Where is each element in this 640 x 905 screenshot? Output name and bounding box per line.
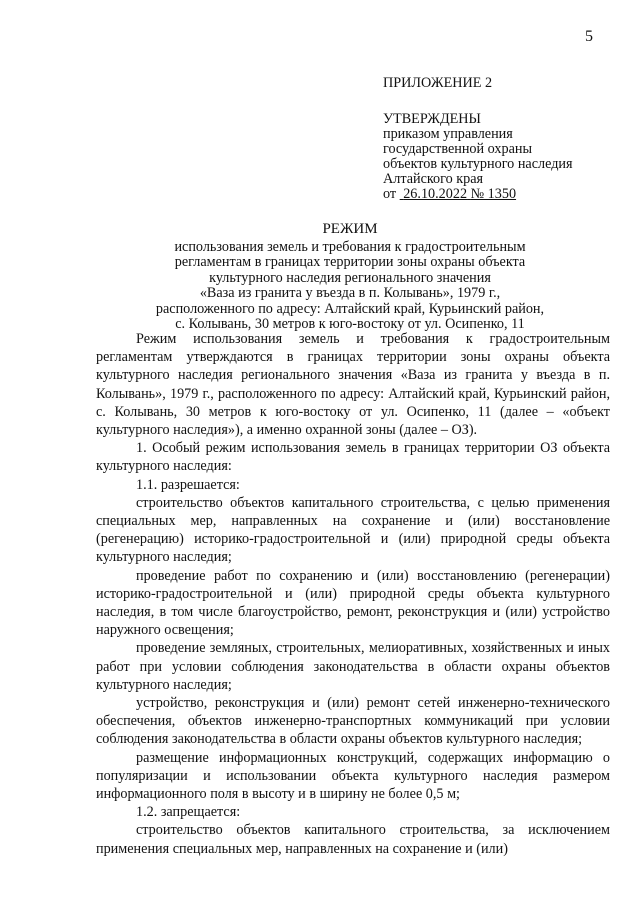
heading-line: культурного наследия регионального значения <box>209 269 491 286</box>
heading-line: расположенного по адресу: Алтайский край, Курьинский район, <box>155 300 545 317</box>
heading-line: с. Колывань, 30 метров к юго-востоку от ул. Осипенко, 11 <box>175 316 525 332</box>
document-body <box>96 330 610 858</box>
approval-number: № 1350 <box>470 186 517 202</box>
paragraph: 1. Особый режим использования земель в границах территории ОЗ объекта культурного наследия: <box>96 440 610 475</box>
approval-line: объектов культурного наследия <box>383 156 573 172</box>
approved-label: УТВЕРЖДЕНЫ <box>383 111 481 127</box>
heading-line: регламентам в границах территории зоны охраны объекта <box>174 254 526 270</box>
paragraph: строительство объектов капитального строительства, за исключением применения специальных мер, направленных на сохранение и (или) <box>96 822 610 857</box>
approval-line: государственной охраны <box>383 141 533 157</box>
approval-date-line <box>383 187 573 202</box>
heading-line: использования земель и требования к градостроительным <box>174 238 526 255</box>
paragraph: строительство объектов капитального строительства, с целью применения специальных мер, направленных на сохранение и (или) восстановление (регенерацию) историко-градостроительной и (или) природной среды объекта культурного наследия; <box>96 494 610 566</box>
paragraph: проведение земляных, строительных, мелиоративных, хозяйственных и иных работ при условии соблюдения законодательства в области охраны объектов культурного наследия; <box>96 640 610 693</box>
approval-line: Алтайского края <box>383 171 484 187</box>
approval-line: приказом управления <box>383 126 513 142</box>
approval-block <box>383 76 573 202</box>
approval-date: 26.10.2022 <box>403 186 468 202</box>
page-number: 5 <box>585 28 593 45</box>
appendix-label: ПРИЛОЖЕНИЕ 2 <box>383 75 493 91</box>
heading-line: «Ваза из гранита у въезда в п. Колывань», 1979 г., <box>199 285 501 301</box>
paragraph: проведение работ по сохранению и (или) восстановлению (регенерации) историко-градостроительной и (или) природной среды объекта культурного наследия, в том числе благоустройство, ремонт, реконструкция и (или) устройство наружного освещения; <box>96 567 610 639</box>
paragraph: устройство, реконструкция и (или) ремонт сетей инженерно-технического обеспечения, объектов инженерно-транспортных коммуникаций при условии соблюдения законодательства в области охраны объектов культурного наследия; <box>96 695 610 748</box>
document-heading <box>100 222 600 333</box>
heading-title: РЕЖИМ <box>322 221 378 237</box>
paragraph: размещение информационных конструкций, содержащих информацию о популяризации и использовании объекта культурного наследия размером информационного поля в высоту и в ширину не более 0,5 м; <box>96 749 610 803</box>
date-prefix: от <box>383 186 397 202</box>
paragraph: 1.2. запрещается: <box>136 804 241 821</box>
paragraph: 1.1. разрешается: <box>136 476 240 493</box>
paragraph: Режим использования земель и требования к градостроительным регламентам утверждаются в границах территории зоны охраны объекта культурного наследия регионального значения «Ваза из гранита у въезда в п. Колывань», 1979 г., расположенного по адресу: Алтайский край, Курьинский район, с. Колывань, 30 метров к юго-востоку от ул. Осипенко, 11 (далее – «объект культурного наследия»), а именно охранной зоны (далее – ОЗ). <box>96 331 610 439</box>
